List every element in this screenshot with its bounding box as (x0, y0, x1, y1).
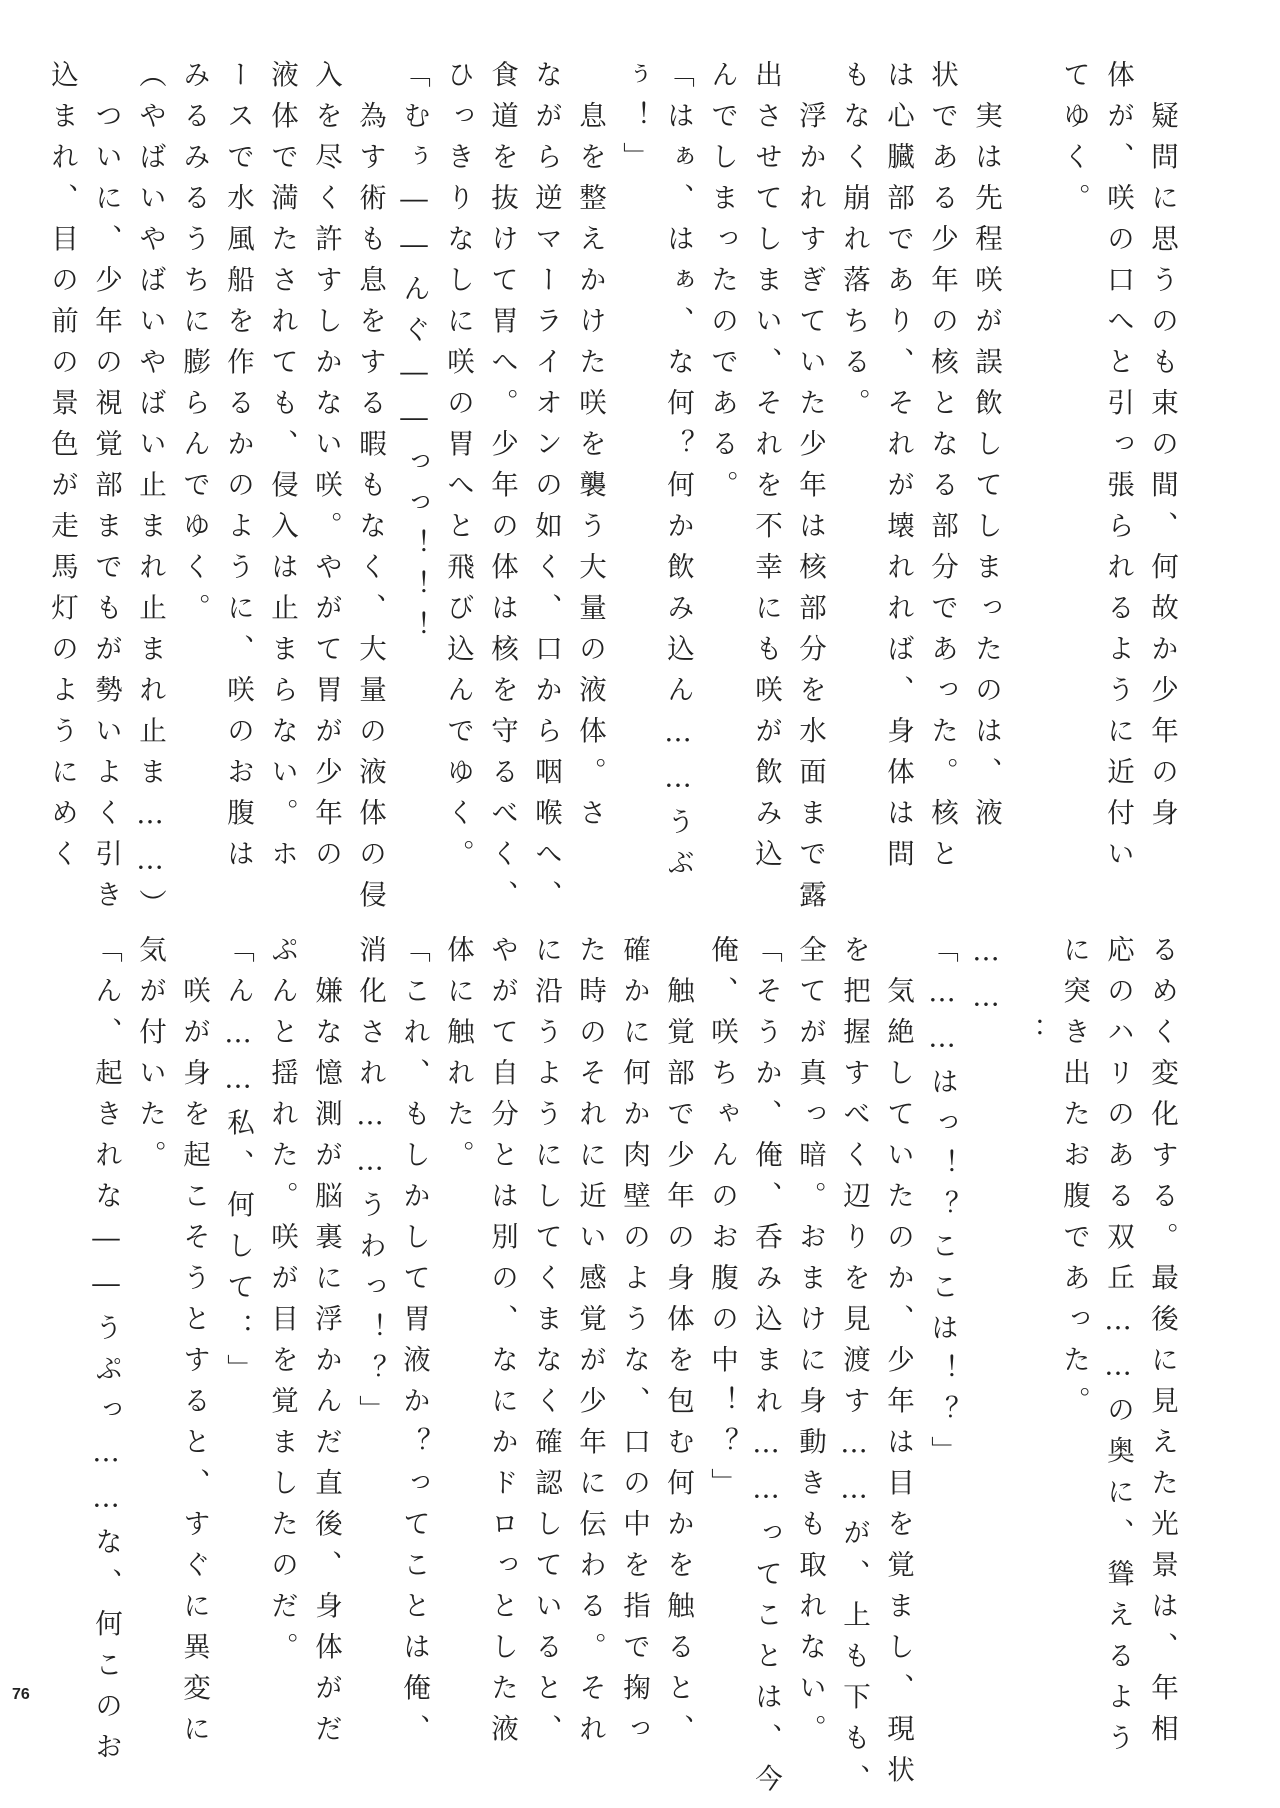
text-column: ぷんと揺れた。咲が目を覚ましたのだ。 (266, 935, 298, 1673)
text-column: 全てが真っ暗。おまけに身動きも取れない。 (794, 935, 826, 1755)
text-block-top (40, 60, 1184, 930)
text-column: 確かに何か肉壁のような、口の中を指で掬っ (618, 935, 650, 1755)
text-column: に突き出たお腹であった。 (1058, 935, 1090, 1427)
text-column: 気が付いた。 (134, 935, 166, 1181)
text-column: 「そうか、俺、呑み込まれ……ってことは、今 (750, 935, 782, 1805)
text-column: 咲が身を起こそうとすると、すぐに異変に (178, 935, 210, 1755)
text-column: 込まれ、目の前の景色が走馬灯のようにめく (46, 60, 78, 880)
text-column (1008, 60, 1052, 900)
text-column: もなく崩れ落ちる。 (838, 60, 870, 429)
text-column: 「ん……私、何して：」 (222, 935, 254, 1395)
text-column: 消化され……うわっ！？」 (354, 935, 386, 1436)
text-column: 息を整えかけた咲を襲う大量の液体。さ (574, 60, 606, 839)
text-column: んでしまったのである。 (706, 60, 738, 511)
page-number: 76 (12, 1686, 30, 1703)
text-column: 「はぁ、はぁ、な何？何か飲み込ん……うぶ (662, 60, 694, 889)
text-column: 「……はっ！？ここは！？」 (926, 935, 958, 1477)
text-column: 食道を抜けて胃へ。少年の体は核を守るべく、 (486, 60, 518, 921)
text-column: てゆく。 (1058, 60, 1090, 224)
text-column: に沿うようにしてくまなく確認していると、 (530, 935, 562, 1755)
text-column: 嫌な憶測が脳裏に浮かんだ直後、身体がだ (310, 935, 342, 1755)
text-column: みるみるうちに膨らんでゆく。 (178, 60, 210, 634)
text-column: ひっきりなしに咲の胃へと飛び込んでゆく。 (442, 60, 474, 880)
text-column: 実は先程咲が誤飲してしまったのは、液 (970, 60, 1002, 839)
text-column: た時のそれに近い感覚が少年に伝わる。それ (574, 935, 606, 1755)
text-column: 疑問に思うのも束の間、何故か少年の身 (1146, 60, 1178, 839)
text-column: 俺、咲ちゃんのお腹の中！？」 (706, 935, 738, 1509)
text-column: ながら逆マーライオンの如く、口から咽喉へ、 (530, 60, 562, 921)
text-column: は心臓部であり、それが壊れれば、身体は問 (882, 60, 914, 880)
text-column: 「ん、起きれな――うぷっ……な、何このお (90, 935, 122, 1773)
text-column: を把握すべく辺りを見渡す……が、上も下も、 (838, 935, 870, 1805)
text-column: 体に触れた。 (442, 935, 474, 1181)
text-column: やがて自分とは別の、なにかドロっとした液 (486, 935, 518, 1755)
text-column: 状である少年の核となる部分であった。核と (926, 60, 958, 880)
text-block-bottom (84, 935, 1184, 1805)
text-column: ぅ！」 (618, 60, 650, 183)
text-column: 出させてしまい、それを不幸にも咲が飲み込 (750, 60, 782, 880)
text-column: …… (970, 935, 1002, 1026)
text-column: 気絶していたのか、少年は目を覚まし、現状 (882, 935, 914, 1796)
text-column: 為す術も息をする暇もなく、大量の液体の侵 (354, 60, 386, 921)
text-column: 体が、咲の口へと引っ張られるように近付い (1102, 60, 1134, 880)
text-column: ： (1014, 935, 1046, 1058)
text-column: 液体で満たされても、侵入は止まらない。ホ (266, 60, 298, 880)
text-column: ースで水風船を作るかのように、咲のお腹は (222, 60, 254, 880)
text-column: 応のハリのある双丘……の奥に、聳えるよう (1102, 935, 1134, 1764)
text-column: 「むぅ――んぐ――っっ！！！ (398, 60, 430, 652)
text-column: （やばいやばいやばい止まれ止まれ止ま……） (134, 60, 166, 930)
text-column: ついに、少年の視覚部までもが勢いよく引き (90, 60, 122, 921)
text-column: るめく変化する。最後に見えた光景は、年相 (1146, 935, 1178, 1755)
text-column: 「これ、もしかして胃液か？ってことは俺、 (398, 935, 430, 1755)
text-column: 触覚部で少年の身体を包む何かを触ると、 (662, 935, 694, 1755)
text-column: 浮かれすぎていた少年は核部分を水面まで露 (794, 60, 826, 921)
text-column: 入を尽く許すしかない咲。やがて胃が少年の (310, 60, 342, 880)
